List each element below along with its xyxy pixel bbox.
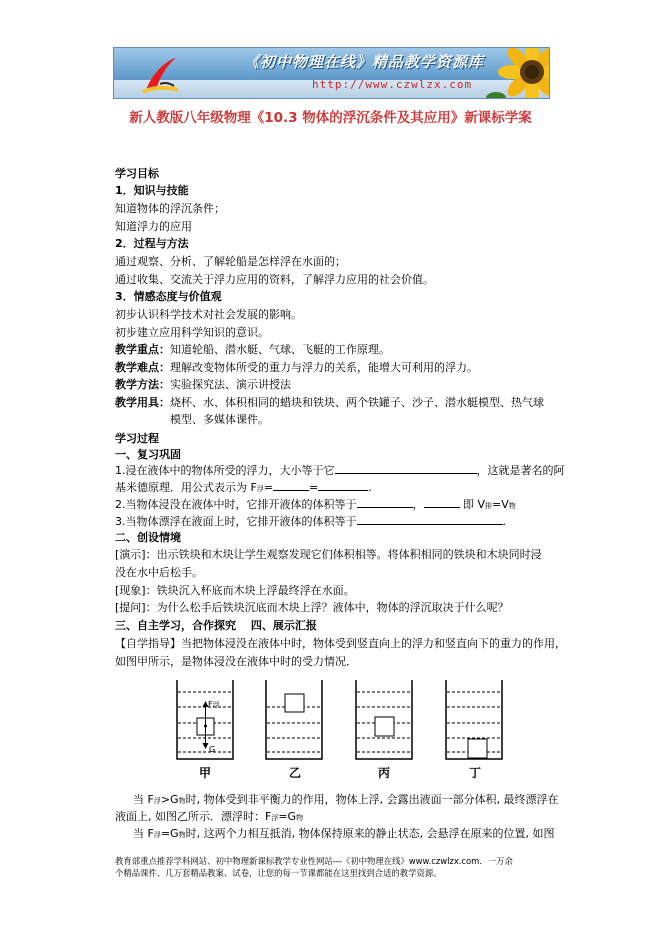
teaching-tools <box>115 396 544 410</box>
attitude-line-1: 初步认识科学技术对社会发展的影响。 <box>115 308 302 321</box>
attitude-line-2: 初步建立应用科学知识的意识。 <box>115 326 269 339</box>
footer-line-2: 个精品课件、几万套精品教案、试卷，让您的每一节课都能在这里找到合适的教学资源。 <box>115 868 442 878</box>
tools-label: 教学用具： <box>115 396 170 409</box>
q1-text-c: 基米德原理．用公式表示为 F <box>115 481 257 494</box>
guide-line-1: 【自学指导】当把物体浸没在液体中时，物体受到竖直向上的浮力和竖直向下的重力的作用， <box>115 637 566 650</box>
teaching-method <box>115 378 291 392</box>
q2-blank-2[interactable] <box>424 498 460 508</box>
beaker-jia <box>176 680 234 760</box>
section-process-method: 2．过程与方法 <box>115 237 189 250</box>
question-3: 3.当物体漂浮在液面上时，它排开液体的体积等于 . <box>115 515 506 528</box>
q2-sub-2: 物 <box>508 502 516 510</box>
beaker-figures <box>0 680 661 780</box>
section-attitude: 3．情感态度与价值观 <box>115 290 222 303</box>
beaker-ding <box>445 680 503 760</box>
float-condition-line-1: 当 F浮>G物时, 物体受到非平衡力的作用，物体上浮, 会露出液面一部分体积, 最终漂浮在 <box>133 793 559 806</box>
knowledge-line-2: 知道浮力的应用 <box>115 220 192 233</box>
gravity-arrow-label: G <box>209 745 216 754</box>
review-heading: 一、复习巩固 <box>115 448 181 461</box>
beaker-yi <box>265 680 323 760</box>
sunflower-icon <box>486 47 550 99</box>
tools-text-2: 模型、多媒体课件。 <box>170 413 269 426</box>
banner-title: 《初中物理在线》精品教学资源库 <box>244 53 485 71</box>
key-label: 教学重点： <box>115 343 170 356</box>
q1-blank-3[interactable] <box>318 481 368 491</box>
phenomenon-line: [现象]：铁块沉入杯底而木块上浮最终浮在水面。 <box>115 584 355 597</box>
question-1 <box>115 464 565 478</box>
q2-text-b: 即 V <box>463 498 486 511</box>
difficulty-text: 理解改变物体所受的重力与浮力的关系，能增大可利用的浮力。 <box>170 361 478 374</box>
float-condition-line-2: 液面上, 如图乙所示．漂浮时：F浮=G物 <box>115 810 304 823</box>
figure-label-yi: 乙 <box>289 766 302 780</box>
q1-blank-1[interactable] <box>335 464 477 474</box>
process-line-2: 通过收集、交流关于浮力应用的资料，了解浮力应用的社会价值。 <box>115 273 434 286</box>
guide-line-2: 如图甲所示，是物体浸没在液体中时的受力情况． <box>115 655 357 668</box>
question-line: [提问]：为什么松手后铁块沉底而木块上浮？液体中，物体的浮沉取决于什么呢？ <box>115 601 509 614</box>
scene-heading: 二、创设情境 <box>115 531 181 544</box>
page-footer <box>115 855 585 879</box>
key-text: 知道轮船、潜水艇、气球、飞艇的工作原理。 <box>170 343 390 356</box>
teaching-difficulty <box>115 361 478 375</box>
q2-sub-1: 排 <box>485 502 493 510</box>
figure-label-ding: 丁 <box>469 766 482 780</box>
buoyancy-arrow-label: F浮 <box>208 700 220 709</box>
process-heading: 学习过程 <box>115 432 159 445</box>
demo-line-1: [演示]：出示铁块和木块让学生观察发现它们体积相等。将体积相同的铁块和木块同时浸 <box>115 548 542 561</box>
section-knowledge: 1．知识与技能 <box>115 184 189 197</box>
knowledge-line-1: 知道物体的浮沉条件； <box>115 202 225 215</box>
q2-blank-1[interactable] <box>357 498 413 508</box>
footer-line-1: 教育部重点推荐学科网站、初中物理新课标教学专业性网站---《初中物理在线》www.czwlzx.com．一万余 <box>115 856 513 866</box>
teaching-key <box>115 343 390 357</box>
method-label: 教学方法： <box>115 378 170 391</box>
figure-label-bing: 丙 <box>378 766 391 780</box>
document-title: 新人教版八年级物理《10.3 物体的浮沉条件及其应用》新课标学案 <box>129 110 532 126</box>
beaker-bing <box>355 680 413 760</box>
objectives-heading: 学习目标 <box>115 167 159 180</box>
banner-url[interactable]: http://www.czwlzx.com <box>312 78 473 91</box>
q3-text: 3.当物体漂浮在液面上时，它排开液体的体积等于 <box>115 515 357 528</box>
q1-text-b: ，这就是著名的阿 <box>476 464 565 477</box>
q2-text-a: 2.当物体浸没在液体中时，它排开液体的体积等于 <box>115 498 357 511</box>
demo-line-2: 没在水中后松手。 <box>115 566 203 579</box>
q1-sub: 浮 <box>256 485 264 493</box>
suspend-condition-line: 当 F浮=G物时, 这两个力相互抵消, 物体保持原来的静止状态, 会悬浮在原来的位置, 如图 <box>133 827 555 840</box>
process-line-1: 通过观察、分析、了解轮船是怎样浮在水面的； <box>115 255 346 268</box>
q1-blank-2[interactable] <box>273 481 309 491</box>
question-2: 2.当物体浸没在液体中时，它排开液体的体积等于 ， 即 V排=V物 <box>115 498 516 511</box>
question-1-cont: 基米德原理．用公式表示为 F浮= = . <box>115 481 372 494</box>
self-study-heading: 三、自主学习，合作探究 四、展示汇报 <box>115 619 317 632</box>
q1-text-a: 1.浸在液体中的物体所受的浮力，大小等于它 <box>115 464 335 477</box>
difficulty-label: 教学难点： <box>115 361 170 374</box>
figure-label-jia: 甲 <box>199 766 212 780</box>
method-text: 实验探究法、演示讲授法 <box>170 378 291 391</box>
q2-text-c: =V <box>492 498 509 511</box>
logo-icon <box>140 54 180 94</box>
tools-text-1: 烧杯、水、体积相同的蜡块和铁块、两个铁罐子、沙子、潜水艇模型、热气球 <box>170 396 544 409</box>
header-banner <box>113 47 550 99</box>
q3-blank[interactable] <box>357 515 503 525</box>
